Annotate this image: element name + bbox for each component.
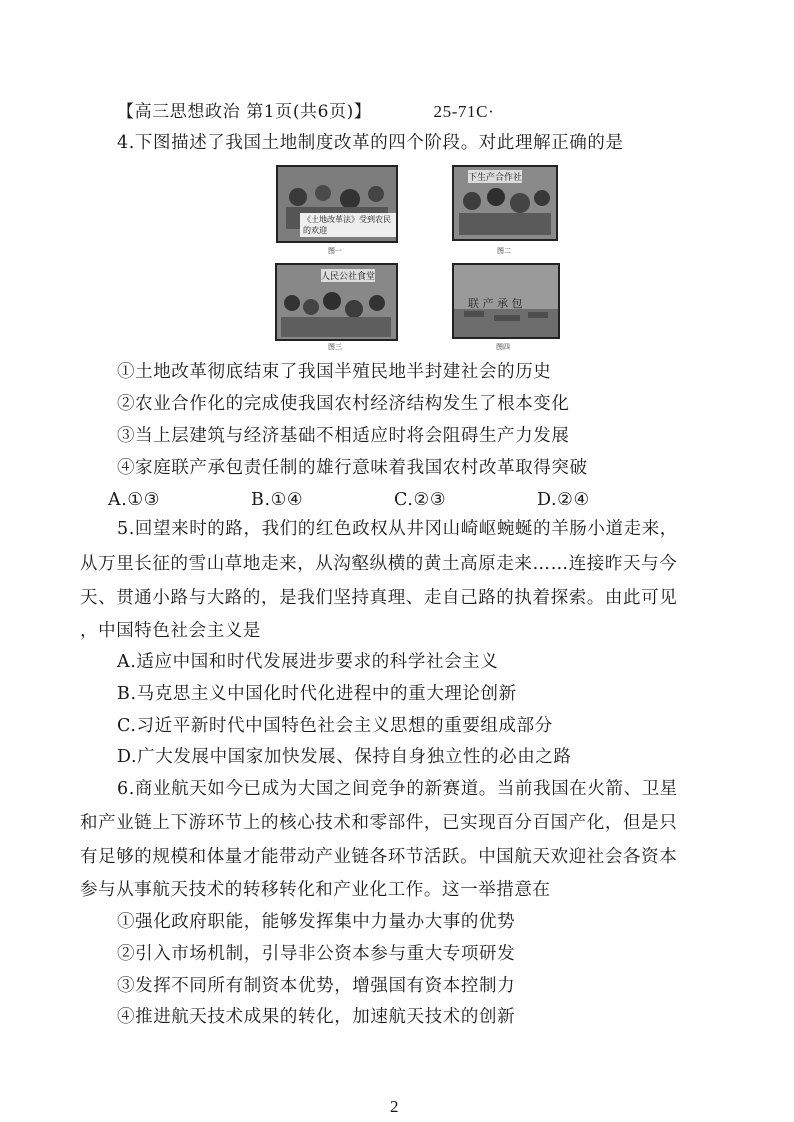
figure-1-caption: 《土地改革法》受到农民的欢迎 (300, 213, 396, 237)
question-4-stem: 4.下图描述了我国土地制度改革的四个阶段。对此理解正确的是 (117, 133, 624, 153)
figure-1-photo (276, 165, 398, 243)
q4-statement-3: ③当上层建筑与经济基础不相适应时将会阻碍生产力发展 (117, 426, 570, 446)
figure-3-photo (275, 263, 398, 341)
q5-stem-line-2: 从万里长征的雪山草地走来，从沟壑纵横的黄土高原走来……连接昨天与今 (80, 554, 678, 574)
q4-statement-2: ②农业合作化的完成使我国农村经济结构发生了根本变化 (117, 394, 570, 414)
q4-statement-1: ①土地改革彻底结束了我国半殖民地半封建社会的历史 (117, 362, 552, 382)
q6-statement-4: ④推进航天技术成果的转化，加速航天技术的创新 (117, 1007, 516, 1027)
q6-stem-line-1: 6.商业航天如今已成为大国之间竞争的新赛道。当前我国在火箭、卫星 (117, 779, 678, 799)
q4-choices (108, 488, 680, 512)
q6-statement-3: ③发挥不同所有制资本优势，增强国有资本控制力 (117, 976, 516, 996)
figure-2-photo (452, 165, 558, 241)
page-number: 2 (390, 1097, 399, 1116)
q4-statement-4: ④家庭联产承包责任制的雄行意味着我国农村改革取得突破 (117, 458, 588, 478)
page-header (117, 100, 494, 124)
figure-4-photo (452, 263, 560, 339)
figure-2-label: 图二 (497, 247, 511, 255)
q5-stem-line-4: ，中国特色社会主义是 (80, 621, 261, 641)
q4-choice-c: C.②③ (394, 490, 447, 510)
figure-3-label: 图三 (328, 343, 342, 351)
header-code: 25-71C· (433, 102, 495, 121)
q5-stem-line-1: 5.回望来时的路，我们的红色政权从井冈山崎岖蜿蜒的羊肠小道走来， (117, 519, 678, 539)
figure-1-label: 图一 (328, 247, 342, 255)
q6-stem-line-4: 参与从事航天技术的转移转化和产业化工作。这一举措意在 (80, 880, 551, 900)
figure-4-banner: 联 产 承 包 (468, 297, 523, 310)
q6-stem-line-2: 和产业链上下游环节上的核心技术和零部件，已实现百分百国产化，但是只 (80, 813, 678, 833)
figure-2-banner: 下生产合作社 (468, 170, 522, 183)
header-title: 【高三思想政治 第1页(共6页)】 (117, 102, 372, 122)
q5-stem-line-3: 天、贯通小路与大路的，是我们坚持真理、走自己路的执着探索。由此可见 (80, 588, 678, 608)
q6-statement-1: ①强化政府职能，能够发挥集中力量办大事的优势 (117, 912, 516, 932)
q5-option-d: D.广大发展中国家加快发展、保持自身独立性的必由之路 (117, 747, 572, 767)
q5-option-c: C.习近平新时代中国特色社会主义思想的重要组成部分 (117, 716, 553, 736)
figure-4-label: 图四 (496, 343, 510, 351)
q4-choice-d: D.②④ (537, 490, 590, 510)
q4-choice-b: B.①④ (251, 490, 304, 510)
q6-stem-line-3: 有足够的规模和体量才能带动产业链各环节活跃。中国航天欢迎社会各资本 (80, 847, 678, 867)
q5-option-a: A.适应中国和时代发展进步要求的科学社会主义 (117, 652, 499, 672)
figure-3-banner: 人民公社食堂 (321, 269, 375, 282)
q5-option-b: B.马克思主义中国化时代化进程中的重大理论创新 (117, 684, 517, 704)
q4-choice-a: A.①③ (108, 490, 160, 510)
q6-statement-2: ②引入市场机制，引导非公资本参与重大专项研发 (117, 944, 516, 964)
